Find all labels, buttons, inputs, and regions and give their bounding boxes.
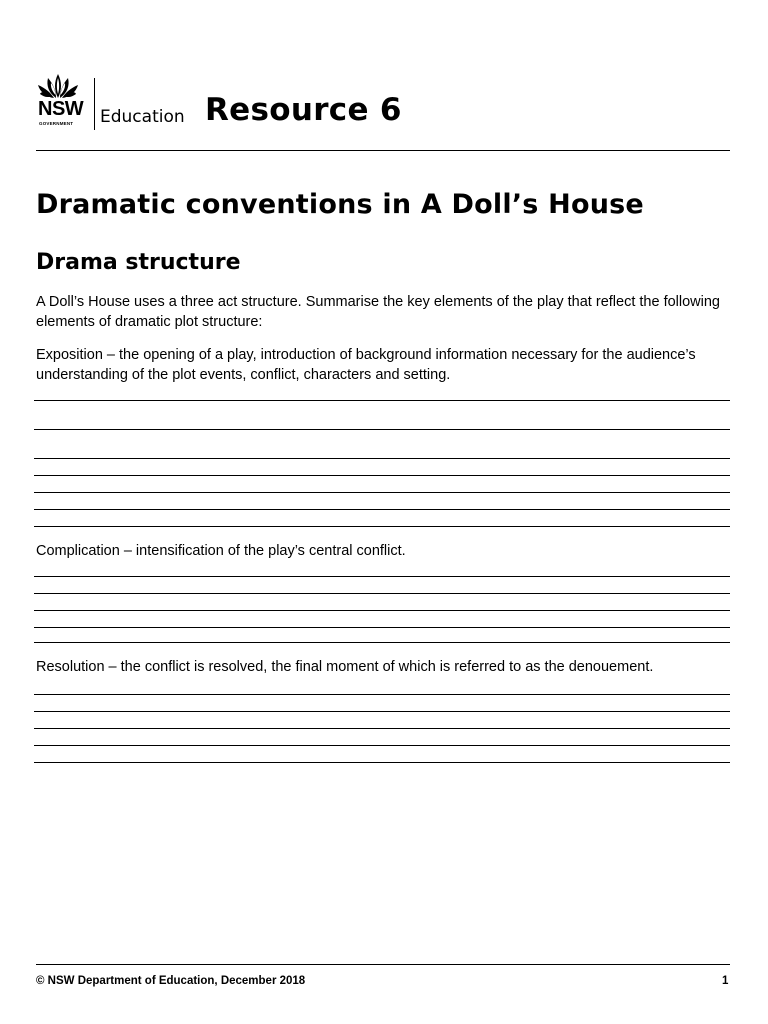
- intro-paragraph: A Doll’s House uses a three act structure. Summarise the key elements of the play that reflect the following elements of dramatic plot structure:: [36, 294, 720, 330]
- education-wordmark: Education: [100, 107, 185, 127]
- header-rule: [36, 150, 730, 151]
- exposition-answer-line[interactable]: [34, 429, 730, 430]
- resolution-answer-line[interactable]: [34, 745, 730, 746]
- resolution-answer-line[interactable]: [34, 762, 730, 763]
- exposition-answer-line[interactable]: [34, 458, 730, 459]
- page-number: 1: [722, 975, 729, 987]
- complication-prompt: Complication – intensification of the play’s central conflict.: [36, 543, 406, 559]
- resolution-answer-line[interactable]: [34, 728, 730, 729]
- exposition-answer-line[interactable]: [34, 475, 730, 476]
- page-title: Dramatic conventions in A Doll’s House: [36, 189, 644, 220]
- resolution-prompt: Resolution – the conflict is resolved, the final moment of which is referred to as the denouement.: [36, 659, 654, 675]
- exposition-answer-line[interactable]: [34, 509, 730, 510]
- footer-copyright: © NSW Department of Education, December 2018: [36, 975, 306, 987]
- exposition-answer-line[interactable]: [34, 492, 730, 493]
- complication-answer-line[interactable]: [34, 610, 730, 611]
- logo-divider: [94, 78, 95, 130]
- complication-answer-line[interactable]: [34, 642, 730, 643]
- complication-answer-line[interactable]: [34, 593, 730, 594]
- complication-answer-line[interactable]: [34, 576, 730, 577]
- nsw-wordmark: NSW: [38, 98, 84, 120]
- exposition-prompt: Exposition – the opening of a play, introduction of background information necessary for the audience’s understanding of the plot events, conflict, characters and setting.: [36, 347, 696, 383]
- footer-rule: [36, 964, 730, 965]
- resolution-answer-line[interactable]: [34, 711, 730, 712]
- resolution-answer-line[interactable]: [34, 694, 730, 695]
- exposition-answer-line[interactable]: [34, 526, 730, 527]
- government-wordmark: GOVERNMENT: [39, 121, 74, 126]
- waratah-flower-icon: [36, 70, 92, 100]
- nsw-government-logo: [36, 70, 196, 130]
- resource-title: Resource 6: [205, 92, 402, 128]
- exposition-answer-line[interactable]: [34, 400, 730, 401]
- complication-answer-line[interactable]: [34, 627, 730, 628]
- section-title: Drama structure: [36, 250, 241, 275]
